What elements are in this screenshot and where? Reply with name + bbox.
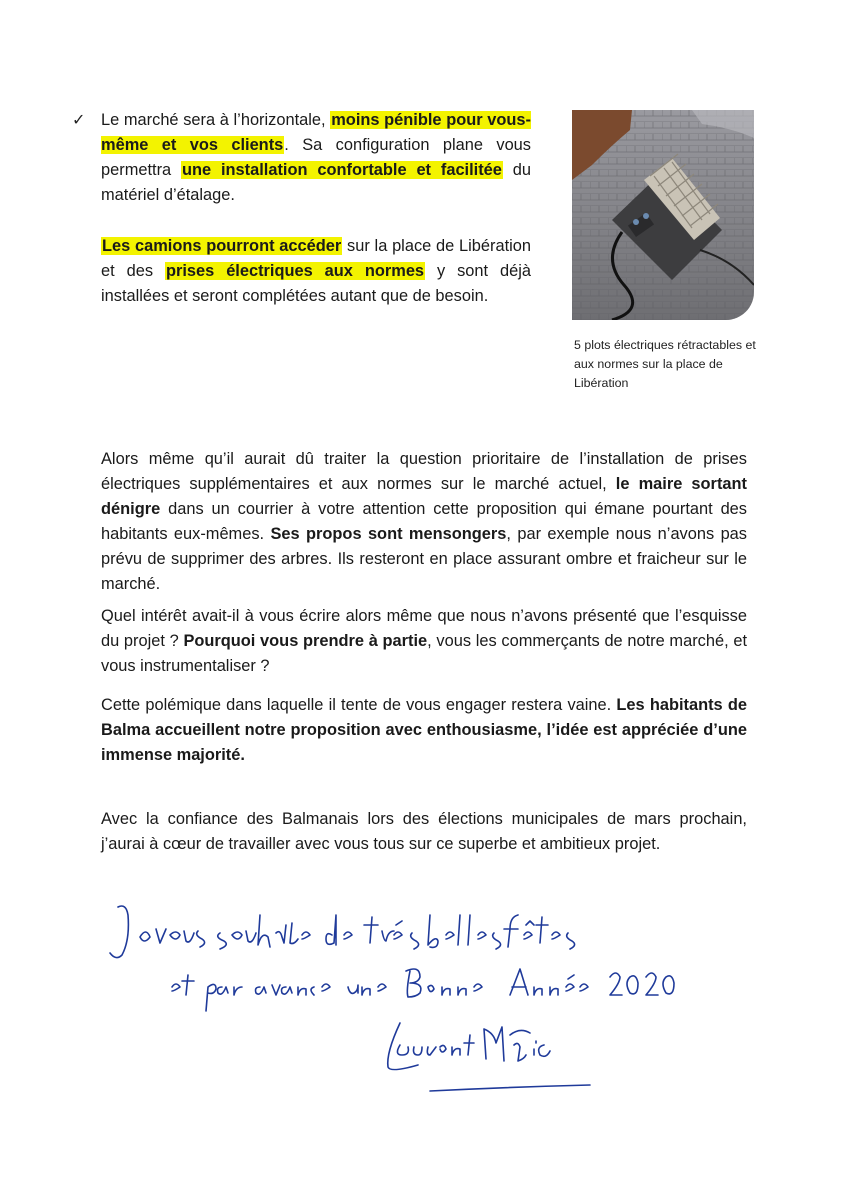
body-text: , par exemple nous n’avons pas prévu de supprimer des arbres. Ils resteront en place assurant ombre et fraicheur sur le marché. [101, 525, 747, 593]
body-text: Avec la confiance des Balmanais lors des élections municipales de mars prochain, j’aurai à cœur de travailler avec vous tous sur ce superbe et ambitieux projet. [101, 810, 747, 853]
body-paragraph-3 [101, 693, 747, 768]
body-text: Quel intérêt avait-il à vous écrire alors même que nous n’avons présenté que l’esquisse du projet ? [101, 607, 747, 650]
intro-text: . Sa configuration plane vous permettra [101, 136, 531, 179]
body-text: Alors même qu’il aurait dû traiter la question prioritaire de l’installation de prises électriques supplémentaires et aux normes sur le marché actuel, [101, 450, 747, 493]
bold-text: Les habitants de Balma accueillent notre proposition avec enthousiasme, l’idée est appréciée d’une immense majorité. [101, 696, 747, 764]
intro-paragraph-2 [101, 234, 531, 309]
electrical-plot-photo [572, 110, 754, 320]
intro-text: y sont déjà installées et seront complétées autant que de besoin. [101, 262, 531, 305]
handwritten-signature [100, 895, 720, 1105]
highlight-text: moins pénible pour vous-même et vos clients [101, 111, 531, 154]
photo-caption: 5 plots électriques rétractables et aux normes sur la place de Libération [574, 338, 756, 390]
body-text: , vous les commerçants de notre marché, et vous instrumentaliser ? [101, 632, 747, 675]
body-text: dans un courrier à votre attention cette proposition qui émane pourtant des habitants eux-mêmes. [101, 500, 747, 543]
intro-text: du matériel d’étalage. [101, 161, 531, 204]
body-paragraph-2 [101, 604, 747, 679]
highlight-text: Les camions pourront accéder [102, 237, 342, 255]
body-paragraph-4 [101, 807, 747, 857]
bold-text: Ses propos sont mensongers [270, 525, 507, 543]
bold-text: Pourquoi vous prendre à partie [183, 632, 428, 650]
highlight-text: une installation confortable et facilitée [182, 161, 502, 179]
body-paragraph-1 [101, 447, 747, 597]
highlight-text: prises électriques aux normes [165, 262, 425, 280]
intro-text: sur la place de Libération et des [101, 237, 531, 280]
bold-text: le maire sortant dénigre [101, 475, 747, 518]
intro-text: Le marché sera à l’horizontale, [101, 111, 331, 129]
check-icon: ✓ [72, 110, 86, 129]
body-text: Cette polémique dans laquelle il tente de vous engager restera vaine. [101, 696, 617, 714]
intro-paragraph-1 [101, 108, 531, 208]
